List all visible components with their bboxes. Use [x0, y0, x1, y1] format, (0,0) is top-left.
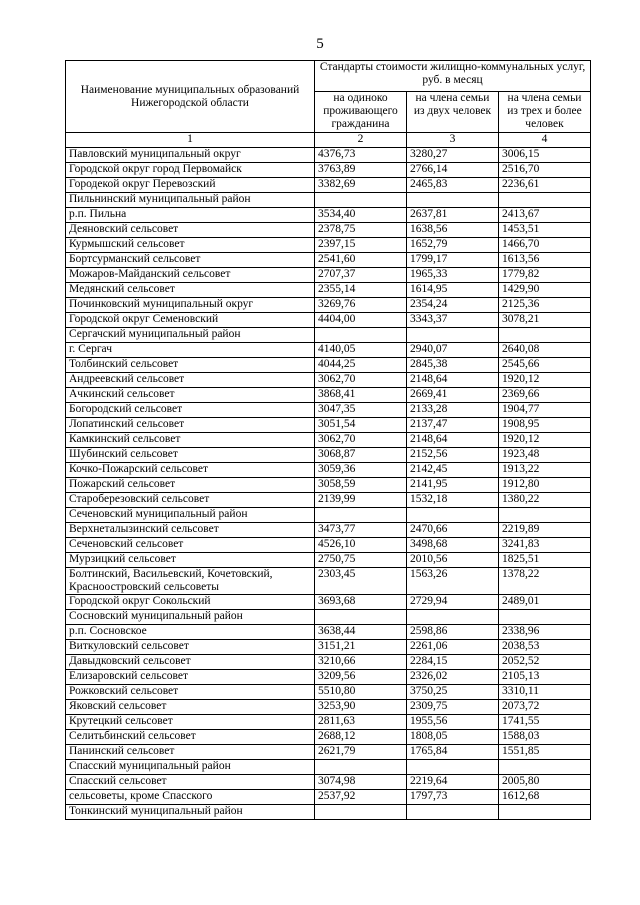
three-plus-value-cell: 1904,77: [499, 403, 591, 418]
two-person-value-cell: 1799,17: [407, 253, 499, 268]
two-person-value-cell: [407, 508, 499, 523]
header-single-person: на одиноко проживающего гражданина: [315, 92, 407, 133]
header-row: [66, 61, 591, 92]
three-plus-value-cell: [499, 328, 591, 343]
two-person-value-cell: 3498,68: [407, 538, 499, 553]
three-plus-value-cell: 2038,53: [499, 640, 591, 655]
table-row: [66, 478, 591, 493]
single-person-value-cell: [315, 760, 407, 775]
municipality-name-cell: Деяновский сельсовет: [66, 223, 315, 238]
three-plus-value-cell: 2236,61: [499, 178, 591, 193]
three-plus-value-cell: 2369,66: [499, 388, 591, 403]
municipality-name-cell: Андреевский сельсовет: [66, 373, 315, 388]
single-person-value-cell: 2397,15: [315, 238, 407, 253]
three-plus-value-cell: 3006,15: [499, 148, 591, 163]
municipality-name-cell: Камкинский сельсовет: [66, 433, 315, 448]
single-person-value-cell: 3473,77: [315, 523, 407, 538]
three-plus-value-cell: 1588,03: [499, 730, 591, 745]
municipality-name-cell: г. Сергач: [66, 343, 315, 358]
two-person-value-cell: 3343,37: [407, 313, 499, 328]
three-plus-value-cell: 2516,70: [499, 163, 591, 178]
three-plus-value-cell: 1923,48: [499, 448, 591, 463]
three-plus-value-cell: 3310,11: [499, 685, 591, 700]
table-row: [66, 610, 591, 625]
municipality-name-cell: Спасский муниципальный район: [66, 760, 315, 775]
single-person-value-cell: [315, 193, 407, 208]
municipality-name-cell: Мурзицкий сельсовет: [66, 553, 315, 568]
three-plus-value-cell: 1551,85: [499, 745, 591, 760]
two-person-value-cell: 2470,66: [407, 523, 499, 538]
table-row: [66, 508, 591, 523]
three-plus-value-cell: [499, 805, 591, 820]
table-row: [66, 418, 591, 433]
single-person-value-cell: 3534,40: [315, 208, 407, 223]
two-person-value-cell: 1797,73: [407, 790, 499, 805]
municipality-name-cell: Медянский сельсовет: [66, 283, 315, 298]
three-plus-value-cell: 3078,21: [499, 313, 591, 328]
municipality-name-cell: Пильнинский муниципальный район: [66, 193, 315, 208]
single-person-value-cell: 3062,70: [315, 433, 407, 448]
three-plus-value-cell: 2105,13: [499, 670, 591, 685]
single-person-value-cell: 2378,75: [315, 223, 407, 238]
table-row: [66, 373, 591, 388]
single-person-value-cell: [315, 508, 407, 523]
municipality-name-cell: р.п. Сосновское: [66, 625, 315, 640]
table-row: [66, 148, 591, 163]
column-numbers-row: [66, 133, 591, 148]
two-person-value-cell: 2137,47: [407, 418, 499, 433]
table-row: [66, 625, 591, 640]
municipality-name-cell: Богородский сельсовет: [66, 403, 315, 418]
municipality-name-cell: Сеченовский сельсовет: [66, 538, 315, 553]
three-plus-value-cell: 1612,68: [499, 790, 591, 805]
table-row: [66, 790, 591, 805]
municipality-name-cell: Толбинский сельсовет: [66, 358, 315, 373]
two-person-value-cell: 1614,95: [407, 283, 499, 298]
municipality-name-cell: Городской округ Семеновский: [66, 313, 315, 328]
table-row: [66, 253, 591, 268]
table-row: [66, 298, 591, 313]
three-plus-value-cell: 2545,66: [499, 358, 591, 373]
single-person-value-cell: [315, 328, 407, 343]
header-standards: Стандарты стоимости жилищно-коммунальных услуг, руб. в месяц: [315, 61, 591, 92]
three-plus-value-cell: [499, 193, 591, 208]
three-plus-value-cell: 1741,55: [499, 715, 591, 730]
table-row: [66, 223, 591, 238]
table-row: [66, 208, 591, 223]
single-person-value-cell: 4044,25: [315, 358, 407, 373]
municipality-name-cell: р.п. Пильна: [66, 208, 315, 223]
column-number: 1: [66, 133, 315, 148]
table-row: [66, 268, 591, 283]
table-row: [66, 745, 591, 760]
table-row: [66, 178, 591, 193]
two-person-value-cell: [407, 193, 499, 208]
table-row: [66, 670, 591, 685]
table-row: [66, 568, 591, 595]
single-person-value-cell: 2303,45: [315, 568, 407, 595]
table-row: [66, 238, 591, 253]
two-person-value-cell: 2142,45: [407, 463, 499, 478]
single-person-value-cell: [315, 805, 407, 820]
single-person-value-cell: 2621,79: [315, 745, 407, 760]
three-plus-value-cell: 1466,70: [499, 238, 591, 253]
three-plus-value-cell: 2489,01: [499, 595, 591, 610]
table-row: [66, 553, 591, 568]
single-person-value-cell: 4526,10: [315, 538, 407, 553]
single-person-value-cell: 3047,35: [315, 403, 407, 418]
municipality-name-cell: Виткуловский сельсовет: [66, 640, 315, 655]
three-plus-value-cell: 1380,22: [499, 493, 591, 508]
three-plus-value-cell: 2005,80: [499, 775, 591, 790]
table-row: [66, 700, 591, 715]
three-plus-value-cell: 3241,83: [499, 538, 591, 553]
two-person-value-cell: 3750,25: [407, 685, 499, 700]
single-person-value-cell: 3253,90: [315, 700, 407, 715]
three-plus-value-cell: 1912,80: [499, 478, 591, 493]
two-person-value-cell: 1808,05: [407, 730, 499, 745]
two-person-value-cell: 2940,07: [407, 343, 499, 358]
two-person-value-cell: 3280,27: [407, 148, 499, 163]
two-person-value-cell: [407, 328, 499, 343]
single-person-value-cell: 2355,14: [315, 283, 407, 298]
single-person-value-cell: [315, 610, 407, 625]
two-person-value-cell: 2637,81: [407, 208, 499, 223]
municipality-name-cell: Елизаровский сельсовет: [66, 670, 315, 685]
single-person-value-cell: 3382,69: [315, 178, 407, 193]
table-row: [66, 775, 591, 790]
two-person-value-cell: 2326,02: [407, 670, 499, 685]
two-person-value-cell: 2133,28: [407, 403, 499, 418]
two-person-value-cell: [407, 760, 499, 775]
municipality-name-cell: Староберезовский сельсовет: [66, 493, 315, 508]
two-person-value-cell: 1563,26: [407, 568, 499, 595]
table-body: [66, 148, 591, 820]
single-person-value-cell: 2707,37: [315, 268, 407, 283]
table-row: [66, 358, 591, 373]
two-person-value-cell: 2010,56: [407, 553, 499, 568]
three-plus-value-cell: 1453,51: [499, 223, 591, 238]
three-plus-value-cell: 1613,56: [499, 253, 591, 268]
single-person-value-cell: 4376,73: [315, 148, 407, 163]
municipality-name-cell: Сеченовский муниципальный район: [66, 508, 315, 523]
two-person-value-cell: 1532,18: [407, 493, 499, 508]
two-person-value-cell: 2219,64: [407, 775, 499, 790]
municipality-name-cell: Лопатинский сельсовет: [66, 418, 315, 433]
two-person-value-cell: 2845,38: [407, 358, 499, 373]
column-number: 2: [315, 133, 407, 148]
municipality-name-cell: Городской округ город Первомайск: [66, 163, 315, 178]
page-number: 5: [316, 36, 324, 52]
single-person-value-cell: 3059,36: [315, 463, 407, 478]
three-plus-value-cell: [499, 610, 591, 625]
two-person-value-cell: 2598,86: [407, 625, 499, 640]
table-row: [66, 388, 591, 403]
table-row: [66, 448, 591, 463]
table-row: [66, 760, 591, 775]
three-plus-value-cell: 1920,12: [499, 373, 591, 388]
single-person-value-cell: 3074,98: [315, 775, 407, 790]
single-person-value-cell: 3763,89: [315, 163, 407, 178]
table-row: [66, 433, 591, 448]
table-row: [66, 595, 591, 610]
municipality-name-cell: Яковский сельсовет: [66, 700, 315, 715]
two-person-value-cell: 2669,41: [407, 388, 499, 403]
table-row: [66, 730, 591, 745]
three-plus-value-cell: [499, 508, 591, 523]
municipality-name-cell: Шубинский сельсовет: [66, 448, 315, 463]
two-person-value-cell: 1765,84: [407, 745, 499, 760]
single-person-value-cell: 4140,05: [315, 343, 407, 358]
table-row: [66, 343, 591, 358]
municipality-name-cell: Ачкинский сельсовет: [66, 388, 315, 403]
municipality-name-cell: Кочко-Пожарский сельсовет: [66, 463, 315, 478]
three-plus-value-cell: 2338,96: [499, 625, 591, 640]
table-row: [66, 655, 591, 670]
table-row: [66, 163, 591, 178]
municipality-name-cell: Давыдковский сельсовет: [66, 655, 315, 670]
table-row: [66, 493, 591, 508]
municipality-name-cell: Павловский муниципальный округ: [66, 148, 315, 163]
single-person-value-cell: 3209,56: [315, 670, 407, 685]
municipality-name-cell: Сергачский муниципальный район: [66, 328, 315, 343]
single-person-value-cell: 2537,92: [315, 790, 407, 805]
column-number: 4: [499, 133, 591, 148]
table-row: [66, 313, 591, 328]
single-person-value-cell: 3693,68: [315, 595, 407, 610]
three-plus-value-cell: 2052,52: [499, 655, 591, 670]
single-person-value-cell: 3051,54: [315, 418, 407, 433]
table-row: [66, 640, 591, 655]
municipality-name-cell: Спасский сельсовет: [66, 775, 315, 790]
two-person-value-cell: 2465,83: [407, 178, 499, 193]
table-row: [66, 403, 591, 418]
single-person-value-cell: 3638,44: [315, 625, 407, 640]
municipality-name-cell: Тонкинский муниципальный район: [66, 805, 315, 820]
table-row: [66, 523, 591, 538]
table-row: [66, 538, 591, 553]
header-two-person-family: на члена семьи из двух человек: [407, 92, 499, 133]
municipality-name-cell: Городской округ Сокольский: [66, 595, 315, 610]
table-row: [66, 715, 591, 730]
municipality-name-cell: Панинский сельсовет: [66, 745, 315, 760]
single-person-value-cell: 2541,60: [315, 253, 407, 268]
single-person-value-cell: 2139,99: [315, 493, 407, 508]
single-person-value-cell: 3068,87: [315, 448, 407, 463]
single-person-value-cell: 5510,80: [315, 685, 407, 700]
single-person-value-cell: 3058,59: [315, 478, 407, 493]
three-plus-value-cell: 2219,89: [499, 523, 591, 538]
table-row: [66, 685, 591, 700]
municipality-name-cell: Бортсурманский сельсовет: [66, 253, 315, 268]
two-person-value-cell: 1652,79: [407, 238, 499, 253]
table-row: [66, 805, 591, 820]
municipality-name-cell: Городекой округ Перевозский: [66, 178, 315, 193]
single-person-value-cell: 3151,21: [315, 640, 407, 655]
single-person-value-cell: 2688,12: [315, 730, 407, 745]
table-row: [66, 283, 591, 298]
single-person-value-cell: 3210,66: [315, 655, 407, 670]
three-plus-value-cell: 1378,22: [499, 568, 591, 595]
two-person-value-cell: 2148,64: [407, 433, 499, 448]
table-row: [66, 328, 591, 343]
municipality-name-cell: сельсоветы, кроме Спасского: [66, 790, 315, 805]
single-person-value-cell: 2750,75: [315, 553, 407, 568]
two-person-value-cell: 2309,75: [407, 700, 499, 715]
municipality-name-cell: Крутецкий сельсовет: [66, 715, 315, 730]
three-plus-value-cell: 2125,36: [499, 298, 591, 313]
two-person-value-cell: 2152,56: [407, 448, 499, 463]
table-row: [66, 463, 591, 478]
three-plus-value-cell: 1779,82: [499, 268, 591, 283]
municipality-name-cell: Сосновский муниципальный район: [66, 610, 315, 625]
header-municipality-name: Наименование муниципальных образований Нижегородской области: [66, 61, 315, 133]
municipality-name-cell: Курмышский сельсовет: [66, 238, 315, 253]
municipality-name-cell: Болтинский, Васильевский, Кочетовский, Красноостровский сельсоветы: [66, 568, 315, 595]
two-person-value-cell: 2284,15: [407, 655, 499, 670]
single-person-value-cell: 3062,70: [315, 373, 407, 388]
two-person-value-cell: 2261,06: [407, 640, 499, 655]
municipality-name-cell: Пожарский сельсовет: [66, 478, 315, 493]
two-person-value-cell: 1965,33: [407, 268, 499, 283]
table-row: [66, 193, 591, 208]
two-person-value-cell: 2729,94: [407, 595, 499, 610]
three-plus-value-cell: 2413,67: [499, 208, 591, 223]
three-plus-value-cell: 1429,90: [499, 283, 591, 298]
two-person-value-cell: 2354,24: [407, 298, 499, 313]
municipality-name-cell: Верхнеталызинский сельсовет: [66, 523, 315, 538]
two-person-value-cell: 2141,95: [407, 478, 499, 493]
three-plus-value-cell: 1920,12: [499, 433, 591, 448]
two-person-value-cell: 2148,64: [407, 373, 499, 388]
housing-cost-standards-table: [65, 60, 591, 820]
three-plus-value-cell: 1825,51: [499, 553, 591, 568]
three-plus-value-cell: 2640,08: [499, 343, 591, 358]
two-person-value-cell: [407, 805, 499, 820]
header-three-plus-family: на члена семьи из трех и более человек: [499, 92, 591, 133]
three-plus-value-cell: 2073,72: [499, 700, 591, 715]
three-plus-value-cell: 1913,22: [499, 463, 591, 478]
single-person-value-cell: 4404,00: [315, 313, 407, 328]
single-person-value-cell: 2811,63: [315, 715, 407, 730]
two-person-value-cell: 2766,14: [407, 163, 499, 178]
two-person-value-cell: 1955,56: [407, 715, 499, 730]
municipality-name-cell: Рожковский сельсовет: [66, 685, 315, 700]
municipality-name-cell: Починковский муниципальный округ: [66, 298, 315, 313]
municipality-name-cell: Селитьбинский сельсовет: [66, 730, 315, 745]
two-person-value-cell: 1638,56: [407, 223, 499, 238]
municipality-name-cell: Можаров-Майданский сельсовет: [66, 268, 315, 283]
two-person-value-cell: [407, 610, 499, 625]
single-person-value-cell: 3269,76: [315, 298, 407, 313]
column-number: 3: [407, 133, 499, 148]
three-plus-value-cell: [499, 760, 591, 775]
three-plus-value-cell: 1908,95: [499, 418, 591, 433]
single-person-value-cell: 3868,41: [315, 388, 407, 403]
